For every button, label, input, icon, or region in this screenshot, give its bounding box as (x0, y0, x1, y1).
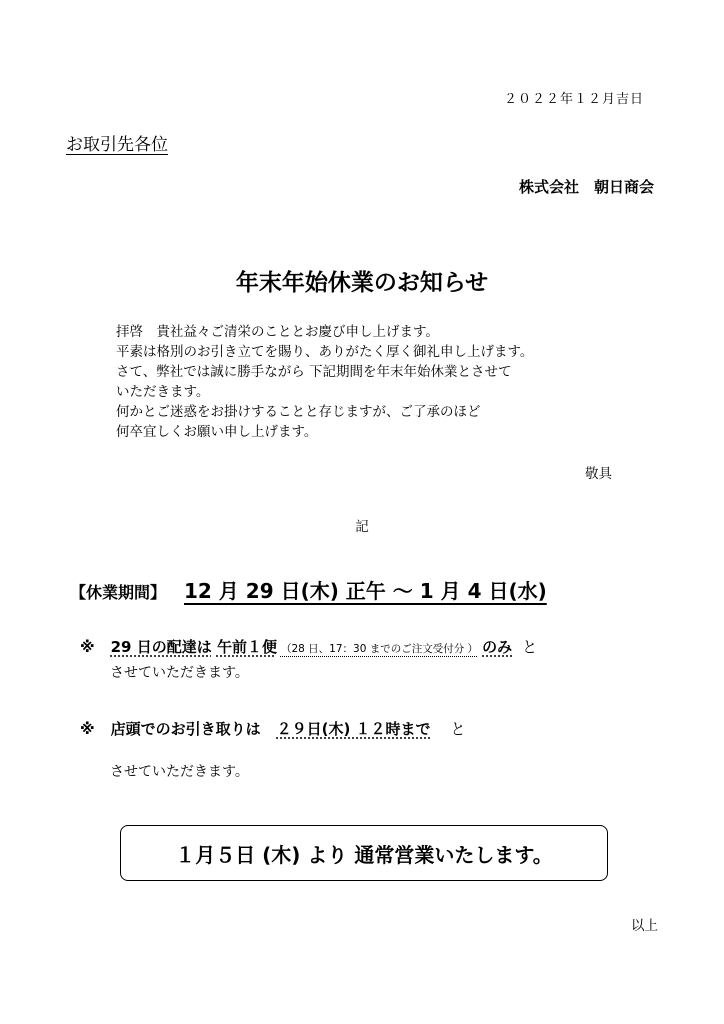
delivery-note (80, 636, 537, 657)
end-mark: 以上 (631, 918, 658, 934)
note-highlight: ２９日(木) １２時まで (276, 720, 431, 738)
delivery-note-continuation: させていただきます。 (110, 665, 249, 681)
note-highlight: 午前１便 (216, 638, 277, 656)
body-line: 平素は格別のお引き立てを賜り、ありがたく厚く御礼申し上げます。 (116, 344, 534, 360)
note-only: のみ (482, 638, 513, 656)
sender-company: 株式会社 朝日商会 (518, 178, 654, 196)
note-detail: （28 日、17：30 までのご注文受付分 ） (280, 643, 479, 655)
document-date: ２０２２年１２月吉日 (503, 92, 644, 107)
page-title: 年末年始休業のお知らせ (235, 270, 489, 296)
note-mark: ※ (80, 720, 95, 738)
resume-notice-box (120, 825, 608, 881)
period-dates: 12 月 29 日(木) 正午 ～ 1 月 4 日(水) (184, 579, 547, 603)
note-lead: 店頭でのお引き取りは (110, 720, 261, 738)
body-line: さて、弊社では誠に勝手ながら 下記期間を年末年始休業とさせて (116, 364, 512, 380)
note-tail: と (522, 638, 538, 656)
note-lead: 29 日の配達は (110, 638, 212, 656)
note-mark: ※ (80, 638, 95, 656)
body-line: 何卒宜しくお願い申し上げます。 (116, 424, 318, 440)
body-line: 拝啓 貴社益々ご清栄のこととお慶び申し上げます。 (116, 324, 439, 340)
ki-marker: 記 (355, 519, 369, 535)
body-line: 何かとご迷惑をお掛けすることと存じますが、ご了承のほど (116, 404, 481, 420)
period-label: 【休業期間】 (70, 583, 167, 602)
closure-period (70, 575, 547, 604)
body-line: いただきます。 (116, 384, 210, 400)
note-tail: と (450, 720, 466, 738)
closing-salutation: 敬具 (585, 466, 612, 482)
pickup-note (80, 718, 466, 739)
pickup-note-continuation: させていただきます。 (110, 764, 249, 780)
recipient: お取引先各位 (66, 135, 168, 155)
body-paragraph (116, 322, 533, 442)
resume-notice: １月５日 (木) より 通常営業いたします。 (175, 842, 553, 867)
